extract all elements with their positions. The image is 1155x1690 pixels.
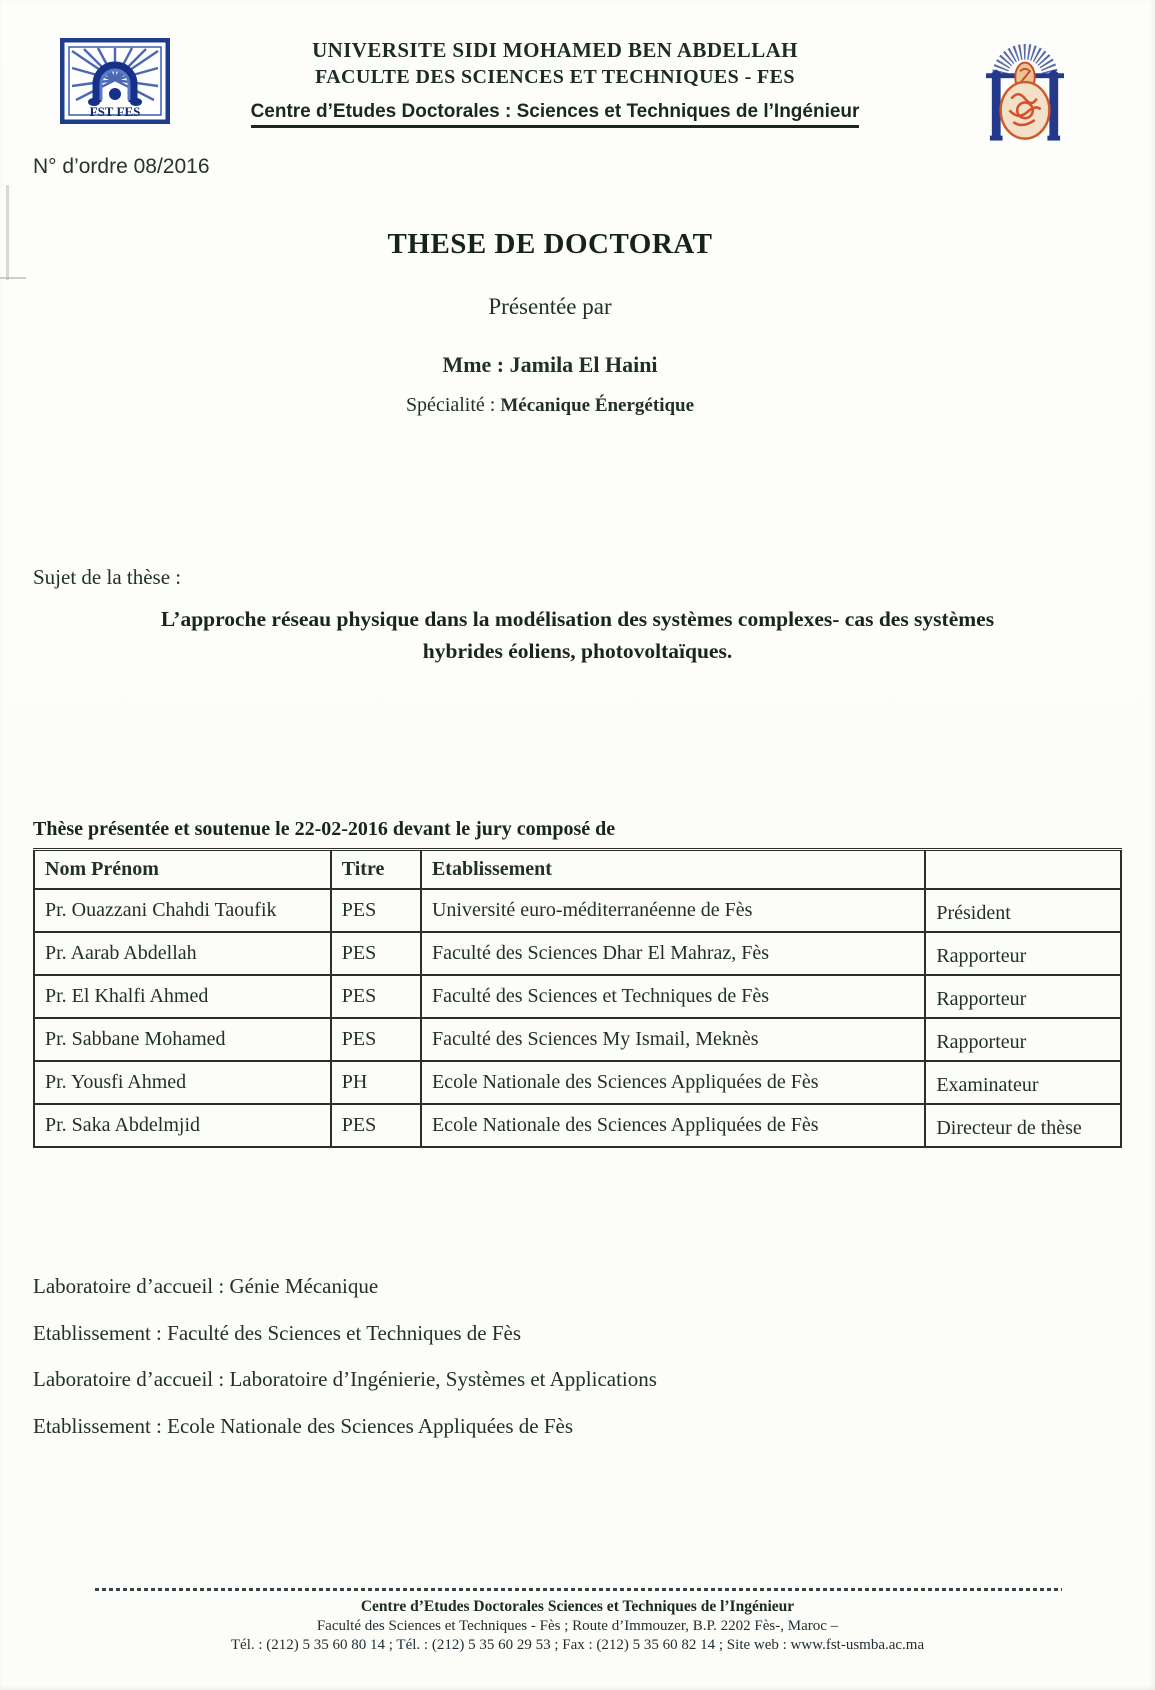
subject-label: Sujet de la thèse : bbox=[33, 565, 182, 589]
header bbox=[175, 38, 935, 128]
fst-fes-logo-text: FST FES bbox=[89, 104, 141, 119]
affiliations-block bbox=[33, 1263, 657, 1449]
column-header-role bbox=[925, 850, 1121, 889]
document-title: THESE DE DOCTORAT bbox=[387, 228, 713, 260]
jury-member-name: Pr. El Khalfi Ahmed bbox=[34, 975, 331, 1018]
university-name: UNIVERSITE SIDI MOHAMED BEN ABDELLAH bbox=[312, 38, 798, 62]
jury-member-name: Pr. Ouazzani Chahdi Taoufik bbox=[34, 889, 331, 932]
footer bbox=[0, 1588, 1155, 1654]
jury-member-titre: PES bbox=[331, 932, 421, 975]
jury-member-titre: PES bbox=[331, 1018, 421, 1061]
jury-member-role: Président bbox=[925, 889, 1121, 932]
column-header-titre: Titre bbox=[331, 850, 421, 889]
thesis-subject-title bbox=[20, 603, 1135, 668]
jury-member-etablissement: Ecole Nationale des Sciences Appliquées de Fès bbox=[421, 1104, 925, 1147]
jury-member-name: Pr. Saka Abdelmjid bbox=[34, 1104, 331, 1147]
footer-dashed-rule bbox=[95, 1588, 1062, 1591]
table-row bbox=[34, 1061, 1121, 1104]
jury-member-etablissement: Faculté des Sciences Dhar El Mahraz, Fès bbox=[421, 932, 925, 975]
jury-member-titre: PES bbox=[331, 975, 421, 1018]
footer-address: Faculté des Sciences et Techniques - Fès ; Route d’Immouzer, B.P. 2202 Fès-, Maroc – bbox=[316, 1618, 839, 1634]
jury-member-etablissement: Ecole Nationale des Sciences Appliquées de Fès bbox=[421, 1061, 925, 1104]
usmba-emblem-icon bbox=[986, 20, 1064, 148]
jury-member-role: Examinateur bbox=[925, 1061, 1121, 1104]
host-lab-2: Laboratoire d’accueil : Laboratoire d’Ingénierie, Systèmes et Applications bbox=[33, 1367, 657, 1392]
specialty-value: Mécanique Énergétique bbox=[500, 395, 695, 416]
jury-member-etablissement: Université euro-méditerranéenne de Fès bbox=[421, 889, 925, 932]
jury-member-name: Pr. Sabbane Mohamed bbox=[34, 1018, 331, 1061]
doctoral-center-name: Centre d’Etudes Doctorales : Sciences et Techniques de l’Ingénieur bbox=[251, 101, 860, 128]
jury-member-role: Rapporteur bbox=[925, 1018, 1121, 1061]
jury-member-etablissement: Faculté des Sciences et Techniques de Fès bbox=[421, 975, 925, 1018]
thesis-subject-line1: L’approche réseau physique dans la modélisation des systèmes complexes- cas des systèmes bbox=[160, 607, 995, 631]
footer-center-name: Centre d’Etudes Doctorales Sciences et Techniques de l’Ingénieur bbox=[360, 1598, 795, 1615]
table-row bbox=[34, 889, 1121, 932]
faculty-name: FACULTE DES SCIENCES ET TECHNIQUES - FES bbox=[315, 66, 795, 88]
jury-member-role: Directeur de thèse bbox=[925, 1104, 1121, 1147]
jury-member-titre: PH bbox=[331, 1061, 421, 1104]
jury-member-titre: PES bbox=[331, 1104, 421, 1147]
jury-member-titre: PES bbox=[331, 889, 421, 932]
fst-fes-logo bbox=[60, 38, 170, 129]
jury-table-header-row bbox=[34, 850, 1121, 889]
jury-member-name: Pr. Yousfi Ahmed bbox=[34, 1061, 331, 1104]
establishment-1: Etablissement : Faculté des Sciences et Techniques de Fès bbox=[33, 1320, 522, 1345]
jury-table bbox=[33, 848, 1122, 1148]
table-row bbox=[34, 1104, 1121, 1147]
jury-member-etablissement: Faculté des Sciences My Ismail, Meknès bbox=[421, 1018, 925, 1061]
author-name: Mme : Jamila El Haini bbox=[442, 352, 658, 377]
jury-member-role: Rapporteur bbox=[925, 932, 1121, 975]
table-row bbox=[34, 975, 1121, 1018]
specialty-label: Spécialité : bbox=[405, 394, 501, 416]
host-lab-1: Laboratoire d’accueil : Génie Mécanique bbox=[33, 1274, 379, 1298]
jury-member-role: Rapporteur bbox=[925, 975, 1121, 1018]
scan-artifact-left-dash bbox=[0, 277, 26, 279]
specialty-line bbox=[0, 394, 1100, 417]
table-row bbox=[34, 932, 1121, 975]
jury-member-name: Pr. Aarab Abdellah bbox=[34, 932, 331, 975]
thesis-subject-line2: hybrides éoliens, photovoltaïques. bbox=[422, 639, 733, 664]
presented-by-label: Présentée par bbox=[488, 294, 612, 319]
jury-intro: Thèse présentée et soutenue le 22-02-2016 devant le jury composé de bbox=[33, 818, 616, 840]
footer-contacts: Tél. : (212) 5 35 60 80 14 ; Tél. : (212) 5 35 60 29 53 ; Fax : (212) 5 35 60 82 14 ; Site web : www.fst-usmba.ac.ma bbox=[230, 1637, 925, 1653]
table-row bbox=[34, 1018, 1121, 1061]
fst-fes-logo-icon bbox=[60, 38, 170, 124]
order-number: N° d’ordre 08/2016 bbox=[33, 155, 210, 178]
column-header-name: Nom Prénom bbox=[34, 850, 331, 889]
usmba-emblem-logo bbox=[986, 20, 1064, 153]
column-header-etablissement: Etablissement bbox=[421, 850, 925, 889]
establishment-2: Etablissement : Ecole Nationale des Sciences Appliquées de Fès bbox=[33, 1413, 574, 1438]
